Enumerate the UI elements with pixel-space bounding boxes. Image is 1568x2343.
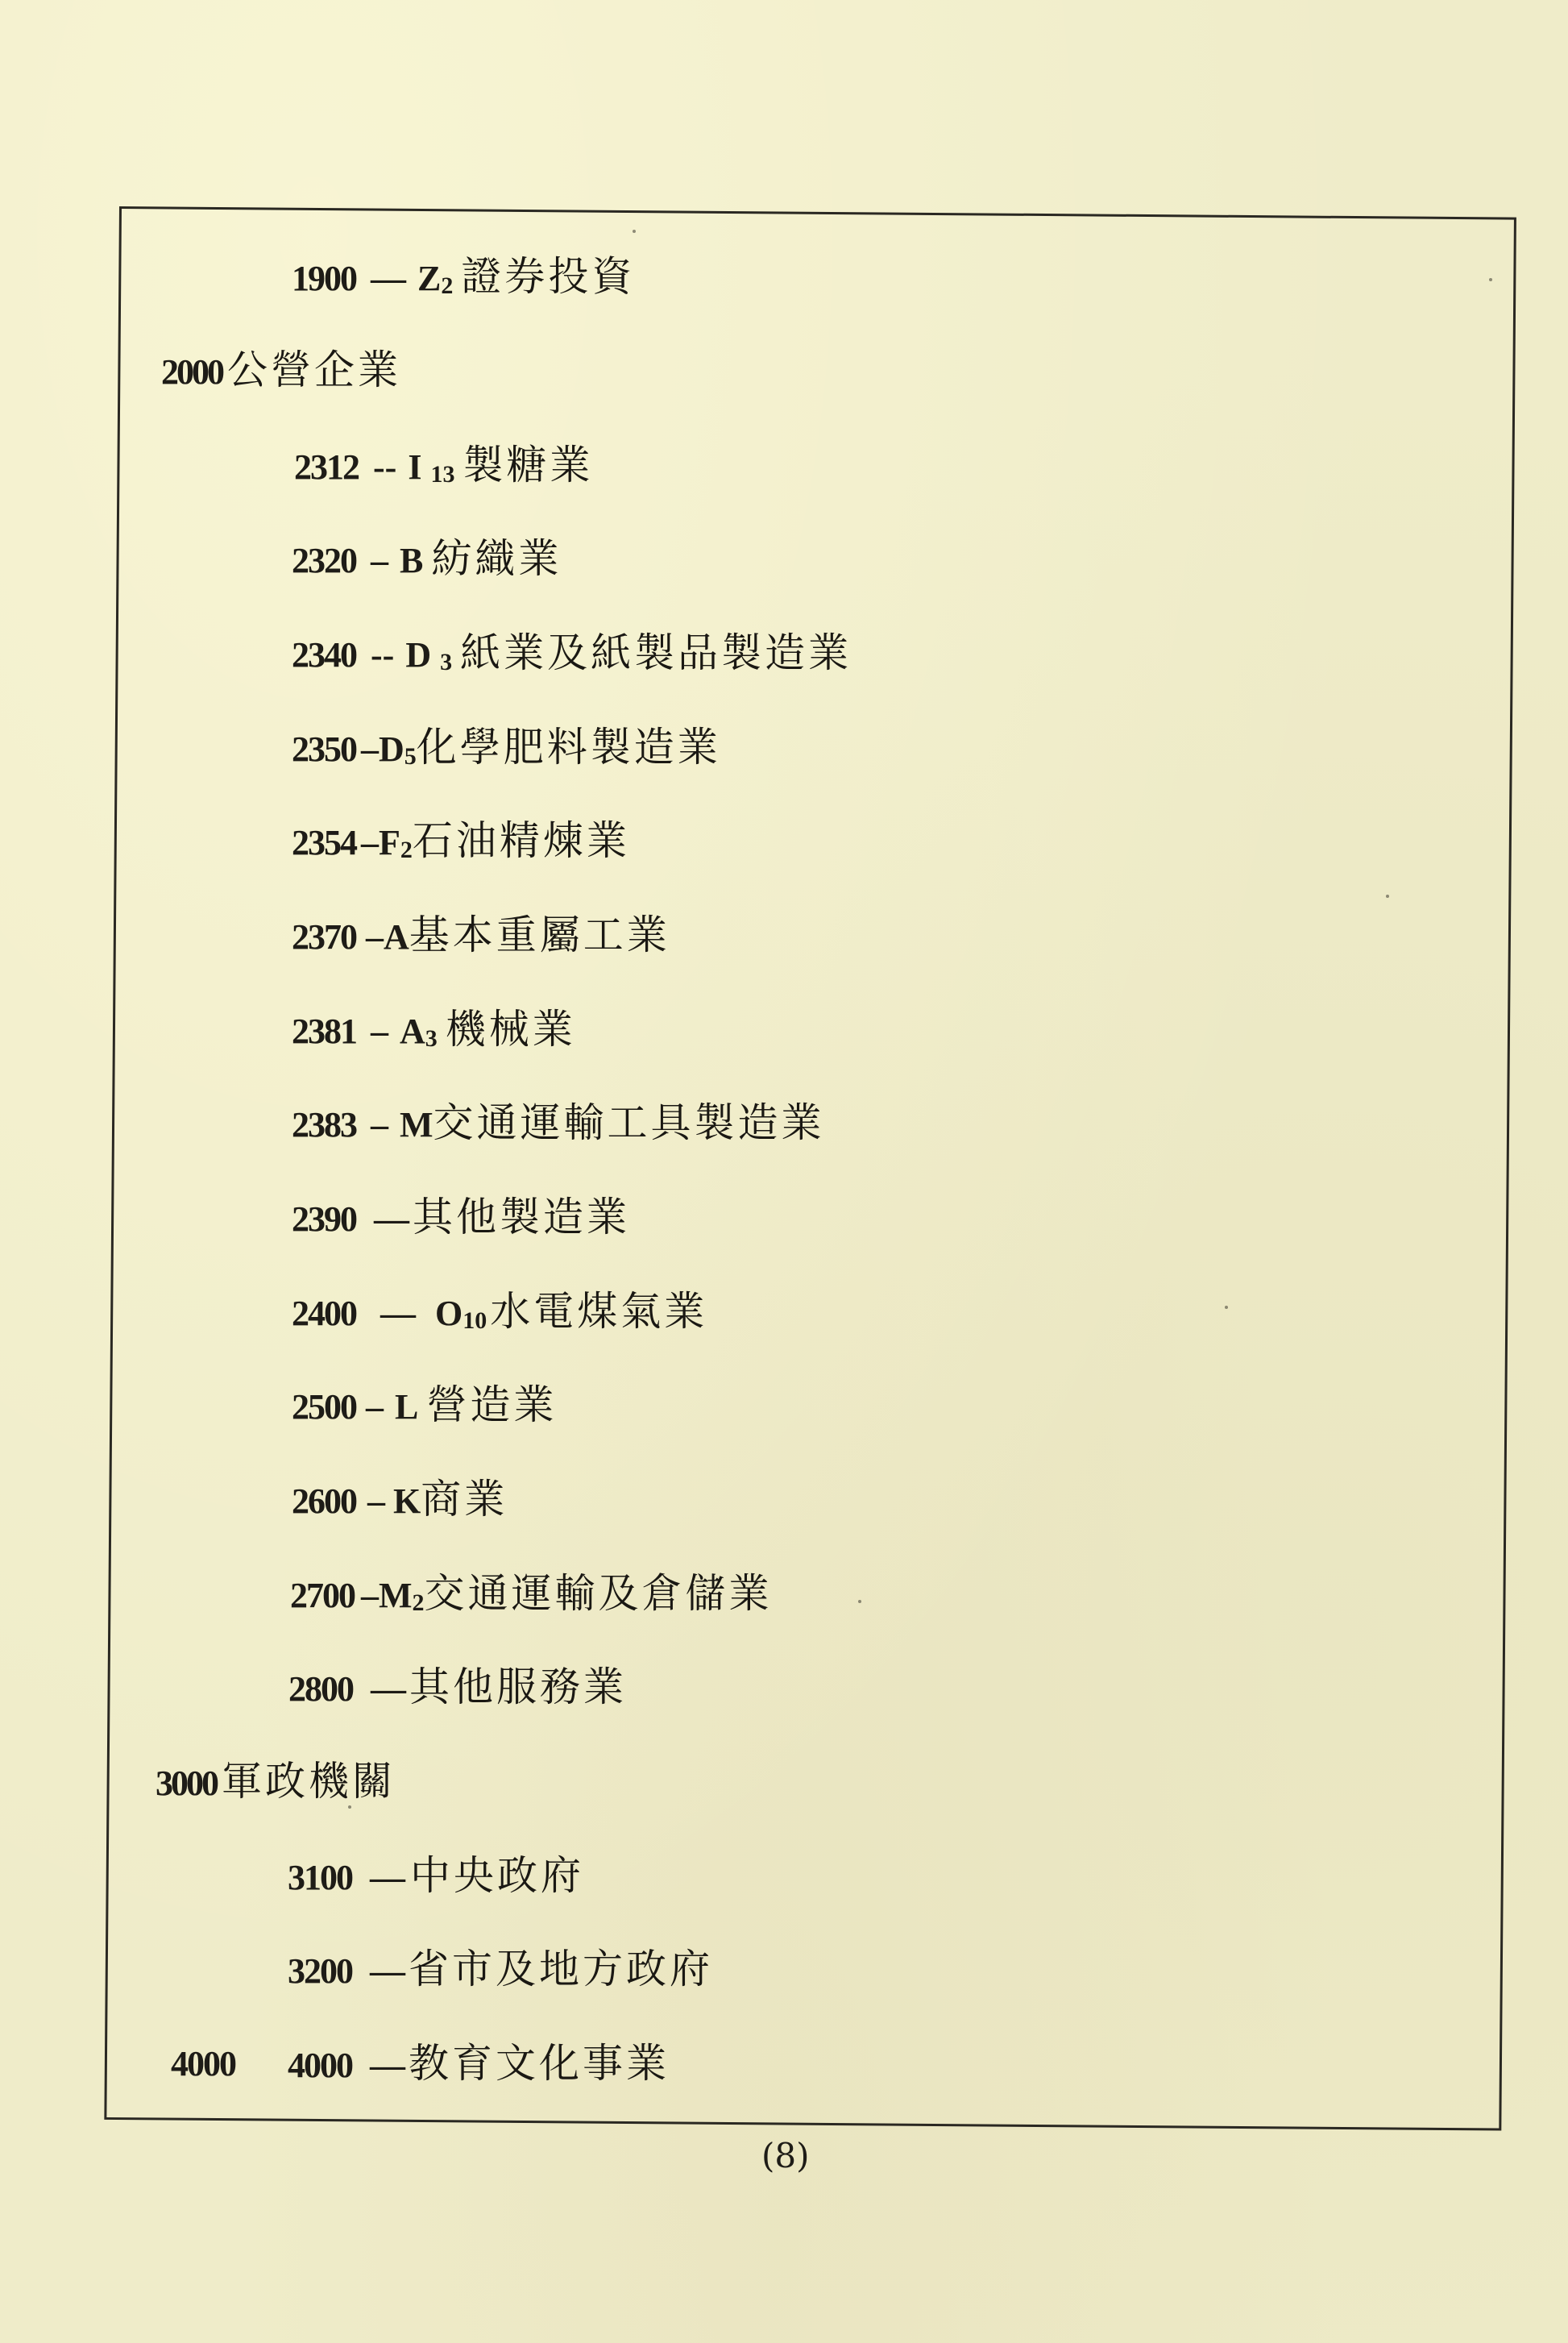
dash-separator: – [366,917,384,957]
entry-label: 省市及地方政府 [409,1946,713,1992]
code-number: 2600 [292,1481,356,1521]
code-number: 1900 [292,259,356,298]
entry-row-2390 [292,1194,630,1240]
entry-label: 化學肥料製造業 [416,724,721,771]
code-number: 2000 [161,352,222,392]
section-label: 公營企業 [227,347,401,393]
entry-row-3100 [288,1852,584,1899]
section-heading-2000 [161,347,401,393]
category-letter: L [395,1387,419,1427]
category-letter: K [393,1481,421,1521]
entry-row-4000 [288,2040,670,2087]
section-margin-number-4000: 4000 [171,2044,235,2083]
entry-label: 商業 [421,1476,508,1523]
code-number: 2312 [294,447,359,487]
entry-row-2350 [292,724,721,771]
entry-label: 機械業 [445,1006,576,1053]
dash-separator: -- [371,635,395,675]
paper-speck [633,230,636,233]
paper-speck [858,1600,861,1603]
entry-row-2340 [292,629,852,676]
entry-row-3200 [288,1946,713,1992]
dash-separator: — [370,1951,405,1991]
dash-separator: — [380,1294,416,1333]
dash-separator: – [371,541,388,580]
code-number: 3000 [156,1763,217,1803]
code-number: 2354 [292,823,356,862]
paper-speck [1386,895,1389,898]
dash-separator: -- [373,447,397,487]
entry-label: 其他製造業 [413,1194,630,1240]
code-number: 2383 [292,1105,356,1144]
dash-separator: – [361,729,379,769]
entry-row-2354 [292,817,630,864]
paper-speck [1225,1306,1228,1309]
category-letter: D 3 [405,635,453,675]
dash-separator: – [371,1012,388,1051]
paper-speck [1489,278,1492,281]
entry-label: 證券投資 [461,253,636,300]
dash-separator: – [366,1387,384,1427]
entry-row-2381 [292,1006,576,1053]
dash-separator: — [371,259,406,298]
entry-label: 製糖業 [463,442,594,488]
code-number: 2370 [292,917,356,957]
code-number: 2400 [292,1294,356,1333]
code-number: 2700 [290,1576,355,1615]
section-heading-3000 [156,1758,396,1805]
category-letter: Z2 [417,259,454,299]
category-letter: A [384,917,409,957]
category-letter: B [400,541,424,580]
category-letter: O10 [435,1294,487,1334]
entry-row-2500 [292,1381,558,1428]
entry-label: 營造業 [426,1381,558,1428]
dash-separator: — [374,1199,409,1239]
code-number: 2800 [288,1669,353,1709]
code-number: 3200 [288,1951,352,1991]
dash-separator: — [370,2046,405,2085]
code-number: 2350 [292,729,356,769]
page-number: (8) [761,2136,810,2175]
category-letter: M [400,1105,433,1144]
code-number: 2390 [292,1199,356,1239]
entry-row-2400 [292,1288,708,1335]
entry-label: 教育文化事業 [409,2040,670,2087]
entry-label: 中央政府 [410,1852,584,1899]
category-letter: I 13 [408,447,455,488]
entry-row-2600 [292,1476,508,1523]
dash-separator: – [361,823,379,862]
entry-label: 水電煤氣業 [490,1288,708,1335]
code-number: 2340 [292,635,356,675]
entry-row-2383 [292,1099,825,1146]
entry-label: 交通運輸工具製造業 [433,1099,825,1146]
entry-row-2320 [292,535,562,582]
code-number: 4000 [288,2046,352,2085]
code-number: 3100 [288,1858,352,1897]
entry-label: 紡織業 [431,535,562,582]
code-number: 2500 [292,1387,356,1427]
category-letter: F2 [379,823,413,863]
section-label: 軍政機關 [222,1758,396,1805]
page-border-frame [104,206,1516,2131]
entry-row-2370 [292,912,670,958]
category-letter: M2 [379,1576,425,1616]
entry-label: 紙業及紙製品製造業 [460,629,852,676]
dash-separator: – [361,1576,379,1615]
entry-row-2312 [294,442,594,488]
entry-row-2700 [290,1570,773,1617]
entry-row-1900 [292,253,636,300]
entry-label: 交通運輸及倉儲業 [424,1570,773,1617]
dash-separator: – [371,1105,388,1144]
entry-label: 基本重屬工業 [409,912,670,958]
entry-label: 其他服務業 [409,1664,627,1710]
dash-separator: – [367,1481,385,1521]
category-letter: A3 [400,1012,438,1052]
dash-separator: — [370,1858,405,1897]
dash-separator: — [371,1669,406,1709]
code-number: 2381 [292,1012,356,1051]
category-letter: D5 [379,729,417,770]
entry-row-2800 [288,1664,627,1710]
paper-speck [348,1805,351,1809]
entry-label: 石油精煉業 [412,817,630,864]
code-number: 2320 [292,541,356,580]
